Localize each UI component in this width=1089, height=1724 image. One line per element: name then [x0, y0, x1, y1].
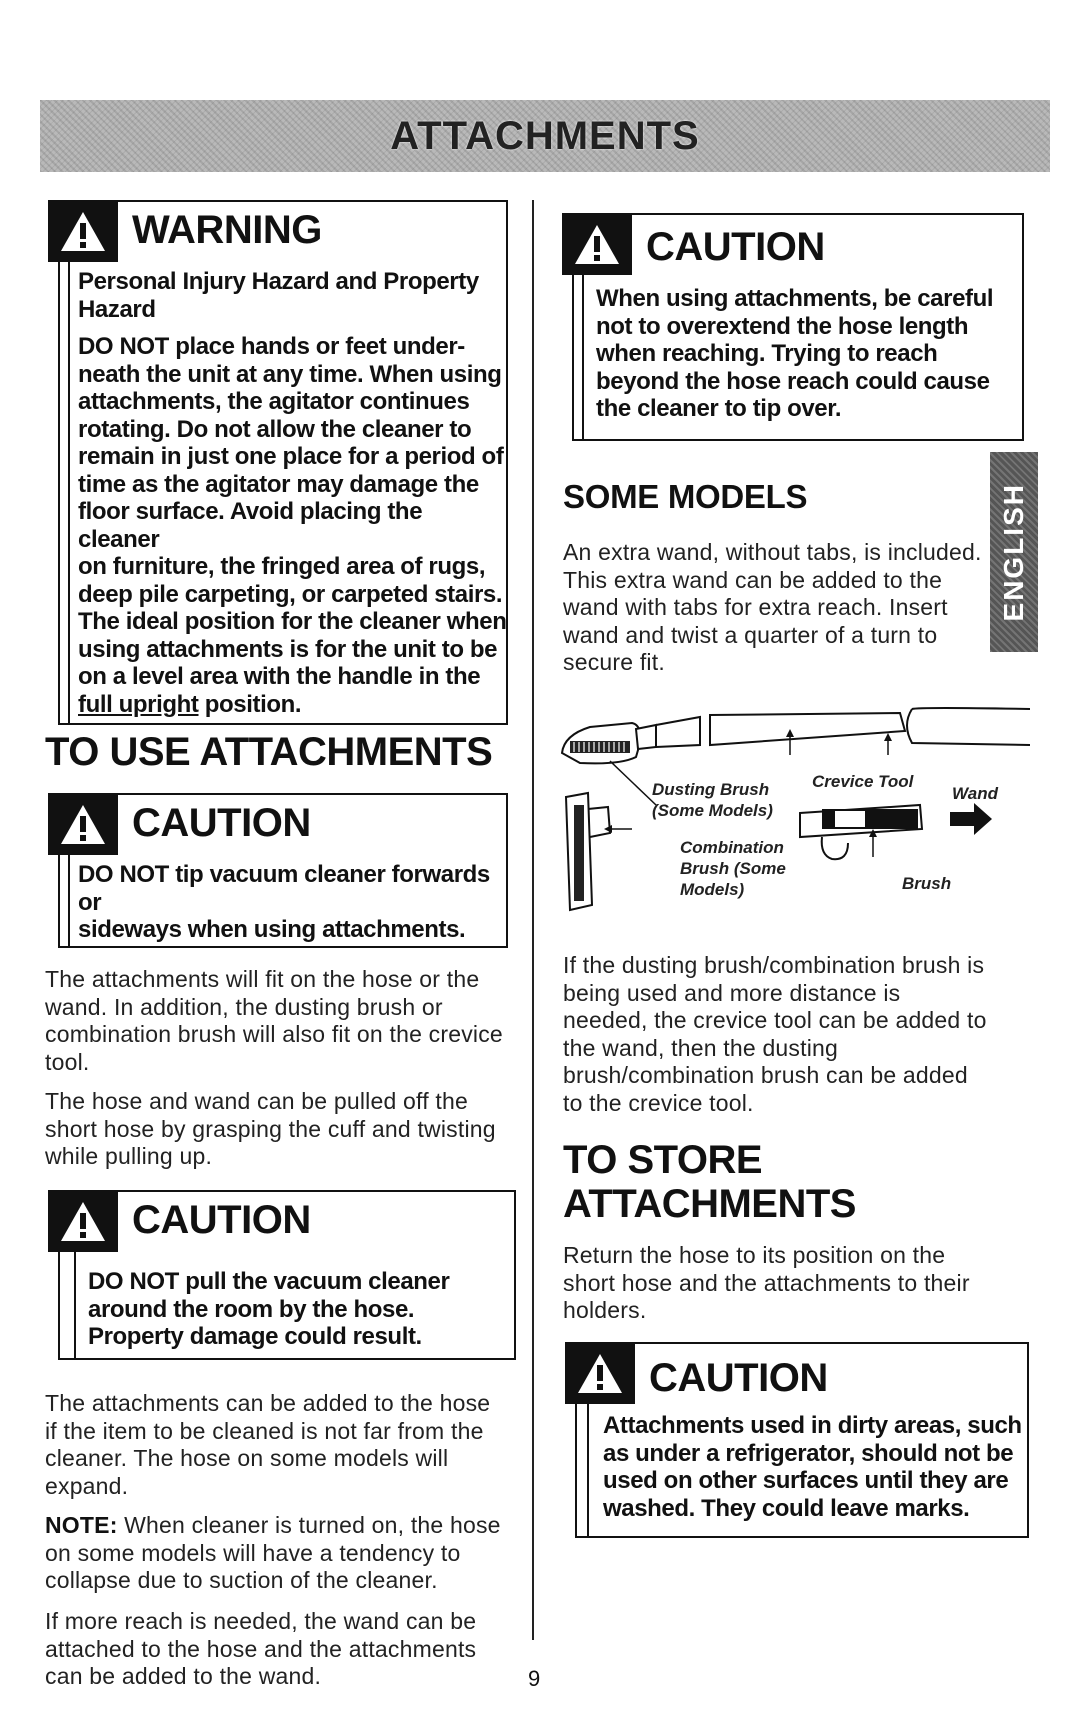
dusting-brush-label	[652, 779, 773, 821]
warning-line: remain in just one place for a period of	[78, 443, 504, 470]
text-line: If more reach is needed, the wand can be	[45, 1608, 477, 1634]
caution-heading: CAUTION	[132, 1198, 311, 1242]
text-line: expand.	[45, 1472, 129, 1499]
warning-line: Hazard	[78, 295, 156, 323]
warning-line	[78, 691, 508, 719]
text-line: wand with tabs for extra reach. Insert	[563, 594, 948, 620]
warning-line: neath the unit at any time. When using	[78, 360, 502, 388]
text-line: An extra wand, without tabs, is included.	[563, 539, 982, 565]
caution-line: around the room by the hose.	[88, 1295, 415, 1323]
warning-line: rotating. Do not allow the cleaner to	[78, 415, 472, 443]
text-line: If the dusting brush/combination brush is	[563, 952, 985, 978]
caution-line: not to overextend the hose length	[596, 312, 969, 340]
heading-line: ATTACHMENTS	[563, 1182, 856, 1226]
text-line: wand and twist a quarter of a turn to	[563, 621, 938, 648]
caution-heading: CAUTION	[649, 1356, 828, 1400]
some-models-heading: SOME MODELS	[563, 478, 808, 515]
text-line: to the crevice tool.	[563, 1089, 754, 1116]
para-more-reach	[45, 1608, 525, 1691]
warning-line: on furniture, the fringed area of rugs,	[78, 553, 486, 580]
warning-triangle-icon	[59, 802, 107, 846]
text-line: being used and more distance is	[563, 979, 901, 1006]
text-line: collapse due to suction of the cleaner.	[45, 1567, 438, 1593]
warning-triangle-icon	[59, 209, 107, 253]
warning-line: The ideal position for the cleaner when	[78, 608, 507, 635]
page-title: ATTACHMENTS	[390, 113, 700, 158]
some-models-text	[563, 539, 993, 677]
text-line: short hose and the attachments to their	[563, 1269, 970, 1296]
warning-line: deep pile carpeting, or carpeted stairs.	[78, 580, 503, 608]
caution-text	[596, 285, 1016, 423]
para-crevice-distance	[563, 952, 1003, 1117]
caution-text	[88, 1268, 508, 1351]
combination-brush-label	[680, 837, 786, 900]
warning-line: floor surface. Avoid placing the cleaner	[78, 498, 423, 553]
crevice-tool-drawing	[710, 713, 905, 745]
caution-line: DO NOT pull the vacuum cleaner	[88, 1268, 450, 1295]
text-line: Return the hose to its position on the	[563, 1242, 946, 1268]
text-line: holders.	[563, 1297, 647, 1323]
caution-inner-rule	[582, 275, 584, 440]
warning-inner-rule	[68, 262, 70, 724]
to-store-heading	[563, 1138, 856, 1226]
warning-triangle-icon	[59, 1199, 107, 1243]
warning-underlined-text: full upright	[78, 690, 199, 718]
label-line: (Some Models)	[652, 801, 773, 820]
label-line: Combination	[680, 838, 784, 857]
text-line: cleaner. The hose on some models will	[45, 1445, 449, 1471]
caution-inner-rule	[68, 855, 70, 947]
arrow-right-icon	[950, 803, 992, 835]
caution-block	[562, 213, 632, 275]
text-line: The attachments can be added to the hose	[45, 1390, 491, 1416]
warning-triangle-icon	[576, 1351, 624, 1395]
caution-line: as under a refrigerator, should not be	[603, 1439, 1014, 1467]
wand-drawing	[907, 708, 1030, 745]
text-line: while pulling up.	[45, 1143, 213, 1169]
caution-text	[78, 861, 508, 944]
caution-inner-rule	[587, 1404, 589, 1537]
caution-heading: CAUTION	[132, 801, 311, 845]
text-line: attached to the hose and the attachments	[45, 1635, 477, 1662]
warning-line: attachments, the agitator continues	[78, 388, 470, 415]
caution-line: when reaching. Trying to reach	[596, 340, 938, 367]
to-store-text	[563, 1242, 1003, 1325]
caution-line: washed. They could leave marks.	[603, 1494, 970, 1522]
text-line: needed, the crevice tool can be added to	[563, 1007, 987, 1033]
label-line: Models)	[680, 880, 745, 899]
warning-line-rest: position.	[198, 690, 302, 718]
caution-block	[565, 1342, 635, 1404]
label-line: Brush (Some	[680, 859, 786, 878]
warning-text	[78, 268, 508, 718]
crevice-tool-label: Crevice Tool	[812, 772, 914, 791]
wand-label: Wand	[952, 784, 998, 803]
to-use-heading: TO USE ATTACHMENTS	[45, 730, 493, 774]
para-hose-expand	[45, 1390, 525, 1500]
caution-text	[603, 1412, 1023, 1522]
warning-line: on a level area with the handle in the	[78, 663, 481, 690]
caution-box-tip	[58, 793, 508, 948]
text-line: brush/combination brush can be added	[563, 1062, 968, 1088]
caution-box-pull	[58, 1190, 516, 1360]
heading-line: TO STORE	[563, 1138, 763, 1182]
para-attachments-fit	[45, 966, 525, 1076]
caution-line: used on other surfaces until they are	[603, 1467, 1009, 1494]
text-line	[45, 1512, 525, 1540]
combination-brush-drawing	[566, 793, 610, 910]
warning-line: time as the agitator may damage the	[78, 470, 479, 498]
text-line: short hose by grasping the cuff and twisting	[45, 1115, 496, 1142]
text-line: The attachments will fit on the hose or the	[45, 966, 480, 992]
caution-heading: CAUTION	[646, 225, 825, 269]
caution-line: the cleaner to tip over.	[596, 395, 842, 422]
text-line: combination brush will also fit on the crevice	[45, 1021, 503, 1047]
brush-drawing	[800, 805, 922, 859]
language-tab	[990, 452, 1038, 652]
text-line: can be added to the wand.	[45, 1663, 322, 1689]
caution-block	[48, 793, 118, 855]
text-line: The hose and wand can be pulled off the	[45, 1088, 468, 1114]
attachments-illustration	[560, 705, 1030, 915]
text-line: the wand, then the dusting	[563, 1034, 839, 1061]
caution-line: Attachments used in dirty areas, such	[603, 1412, 1022, 1439]
warning-line: DO NOT place hands or feet under-	[78, 333, 465, 360]
warning-heading: WARNING	[132, 208, 322, 252]
note-paragraph	[45, 1512, 525, 1595]
text-line: if the item to be cleaned is not far from the	[45, 1417, 484, 1444]
text-line: This extra wand can be added to the	[563, 566, 943, 593]
caution-line: When using attachments, be careful	[596, 285, 994, 312]
note-text: When cleaner is turned on, the hose	[117, 1512, 501, 1538]
para-hose-wand	[45, 1088, 525, 1171]
column-divider	[532, 200, 534, 1640]
caution-inner-rule	[74, 1252, 76, 1359]
caution-line: sideways when using attachments.	[78, 916, 466, 943]
warning-triangle-icon	[573, 222, 621, 266]
text-line: wand. In addition, the dusting brush or	[45, 993, 443, 1020]
language-tab-label: ENGLISH	[998, 482, 1029, 622]
caution-line: Property damage could result.	[88, 1323, 422, 1350]
note-label: NOTE:	[45, 1512, 118, 1538]
caution-box-dirty-areas	[575, 1342, 1029, 1538]
text-line: on some models will have a tendency to	[45, 1539, 461, 1566]
header-banner	[40, 100, 1050, 172]
caution-line: beyond the hose reach could cause	[596, 367, 990, 395]
label-line: Dusting Brush	[652, 780, 770, 799]
brush-label: Brush	[902, 874, 952, 893]
warning-line: using attachments is for the unit to be	[78, 635, 498, 663]
text-line: secure fit.	[563, 649, 665, 675]
caution-line: DO NOT tip vacuum cleaner forwards or	[78, 861, 490, 916]
attachments-diagram	[560, 705, 1030, 915]
warning-box	[58, 200, 508, 725]
warning-line: Personal Injury Hazard and Property	[78, 268, 479, 295]
caution-block	[48, 1190, 118, 1252]
caution-box-overextend	[572, 213, 1024, 441]
dusting-brush-drawing	[562, 717, 700, 763]
page-number: 9	[528, 1666, 541, 1691]
warning-block	[48, 200, 118, 262]
text-line: tool.	[45, 1048, 90, 1075]
